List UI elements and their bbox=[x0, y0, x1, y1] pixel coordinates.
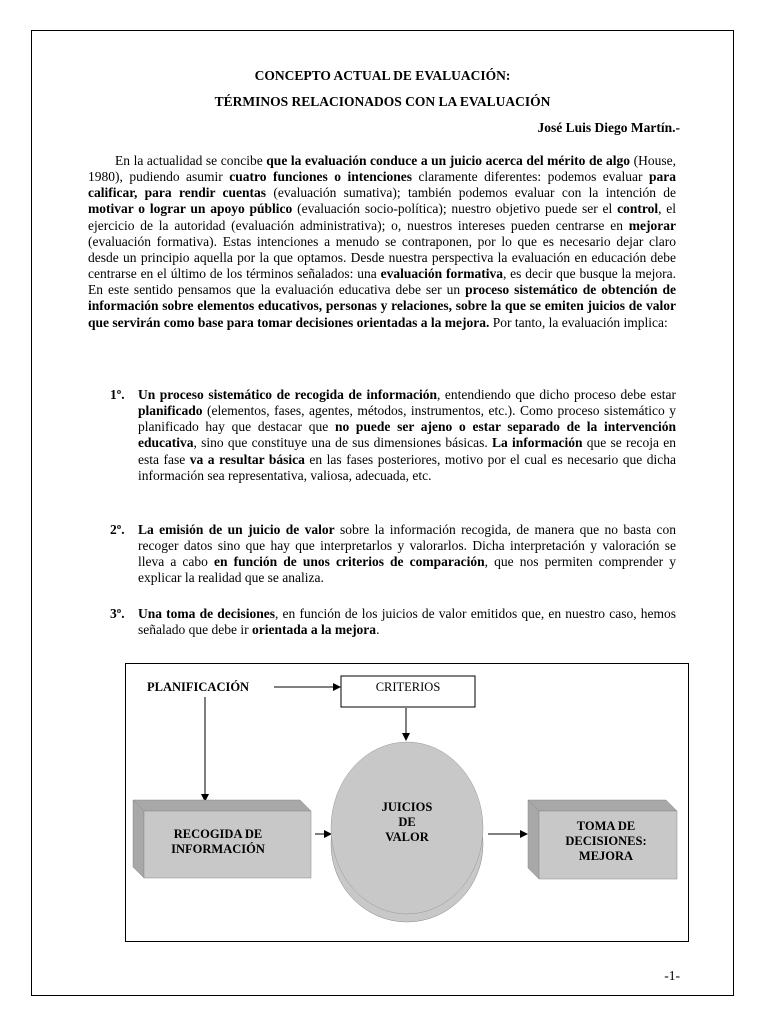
text-segment: (elementos, fases, agentes, métodos, instrumentos, etc.). Como proceso sistemático y planificado hay que destacar que bbox=[138, 403, 676, 435]
bold-text-segment: mejorar bbox=[628, 217, 676, 233]
list-item-2 bbox=[110, 522, 676, 587]
text-segment: . bbox=[376, 622, 380, 638]
bold-text-segment: orientada a la mejora bbox=[251, 622, 377, 638]
bold-text-segment: planificado bbox=[138, 403, 203, 419]
list-item-1 bbox=[110, 387, 676, 484]
juicios-label-line-1: JUICIOS bbox=[381, 800, 433, 814]
juicios-label-line-3: VALOR bbox=[385, 830, 429, 844]
text-segment: Por tanto, la evaluación implica: bbox=[489, 314, 668, 330]
criterios-label: CRITERIOS bbox=[375, 680, 441, 694]
page-number: -1- bbox=[664, 968, 680, 983]
text-segment: , el ejercicio de la autoridad (evaluación administrativa); o, nuestros intereses pueden centrarse en bbox=[88, 201, 676, 233]
bold-text-segment: va a resultar básica bbox=[189, 451, 305, 467]
list-item-number: 3º. bbox=[110, 606, 125, 621]
text-segment: , que nos permiten comprender y explicar la realidad que se analiza. bbox=[138, 554, 676, 586]
bold-text-segment: en función de unos criterios de comparación bbox=[214, 554, 485, 570]
bold-text-segment: La información bbox=[492, 435, 583, 451]
text-segment: en las fases posteriores, motivo por el cual es necesario que dicha información sea representativa, valiosa, adecuada, etc. bbox=[138, 451, 676, 483]
text-segment: , en función de los juicios de valor emitidos que, en nuestro caso, hemos señalado que debe ir bbox=[138, 606, 676, 638]
juicios-label bbox=[332, 800, 482, 845]
juicios-label-line-2: DE bbox=[398, 815, 416, 829]
toma-label-line-1: TOMA DE bbox=[576, 819, 636, 833]
bold-text-segment: no puede ser ajeno o estar separado de la intervención educativa bbox=[138, 419, 676, 451]
text-segment: , entendiendo que dicho proceso debe estar bbox=[436, 387, 676, 402]
list-item-number: 2º. bbox=[110, 522, 125, 537]
text-segment: sobre la información recogida, de manera que no basta con recoger datos sino que hay que interpretarlos y valorarlos. Dicha interpretación y valoración se lleva a cabo bbox=[138, 522, 677, 570]
bold-text-segment: que la evaluación conduce a un juicio acerca del mérito de algo bbox=[266, 153, 631, 168]
document-title-line-1: CONCEPTO ACTUAL DE EVALUACIÓN: bbox=[254, 68, 511, 83]
bold-text-segment: proceso sistemático de obtención de información sobre elementos educativos, personas y relaciones, sobre la que se emiten juicios de valor que servirán como base para tomar decisiones orientadas a la mejora. bbox=[88, 282, 676, 330]
planificacion-label: PLANIFICACIÓN bbox=[147, 680, 250, 694]
text-segment: (evaluación sumativa); también podemos evaluar con la intención de bbox=[266, 185, 676, 201]
evaluation-process-diagram bbox=[125, 663, 689, 942]
author-name: José Luis Diego Martín.- bbox=[537, 120, 680, 135]
bold-text-segment: Un proceso sistemático de recogida de información bbox=[138, 387, 437, 402]
list-item-3 bbox=[110, 606, 676, 638]
text-segment: que se recoja en esta fase bbox=[138, 435, 677, 467]
text-segment: (evaluación formativa). Estas intenciones a menudo se contraponen, por lo que es necesario dejar claro desde un principio aquella por la que optamos. Desde nuestra perspectiva la evaluación en educación debe centrarse en el último de los términos señalados: una bbox=[88, 233, 676, 282]
text-segment: , es decir que busque la mejora. En este sentido pensamos que la evaluación educativa debe ser un bbox=[88, 266, 677, 298]
list-item-text bbox=[138, 522, 676, 587]
bold-text-segment: Una toma de decisiones bbox=[138, 606, 276, 621]
bold-text-segment: La emisión de un juicio de valor bbox=[138, 522, 335, 537]
toma-label bbox=[536, 819, 676, 864]
text-segment: En la actualidad se concibe bbox=[115, 153, 267, 168]
bold-text-segment: cuatro funciones o intenciones bbox=[229, 169, 412, 185]
list-item-text bbox=[138, 387, 676, 484]
recogida-label bbox=[148, 827, 288, 857]
text-segment: (evaluación socio-política); nuestro objetivo puede ser el bbox=[292, 201, 618, 217]
text-segment: , sino que constituye una de sus dimensiones básicas. bbox=[193, 435, 493, 451]
bold-text-segment: para calificar, para rendir cuentas bbox=[88, 169, 676, 201]
intro-paragraph bbox=[88, 153, 676, 331]
toma-label-line-3: MEJORA bbox=[578, 849, 634, 863]
text-segment: claramente diferentes: podemos evaluar bbox=[411, 169, 649, 185]
recogida-label-line-2: INFORMACIÓN bbox=[171, 842, 265, 856]
document-title-line-2: TÉRMINOS RELACIONADOS CON LA EVALUACIÓN bbox=[214, 94, 551, 109]
bold-text-segment: control bbox=[617, 201, 659, 217]
list-item-number: 1º. bbox=[110, 387, 125, 402]
bold-text-segment: motivar o lograr un apoyo público bbox=[88, 201, 293, 217]
toma-label-line-2: DECISIONES: bbox=[565, 834, 647, 848]
bold-text-segment: evaluación formativa bbox=[380, 266, 503, 282]
recogida-label-line-1: RECOGIDA DE bbox=[173, 827, 263, 841]
list-item-text bbox=[138, 606, 676, 638]
text-segment: (House, 1980), pudiendo asumir bbox=[88, 153, 676, 185]
